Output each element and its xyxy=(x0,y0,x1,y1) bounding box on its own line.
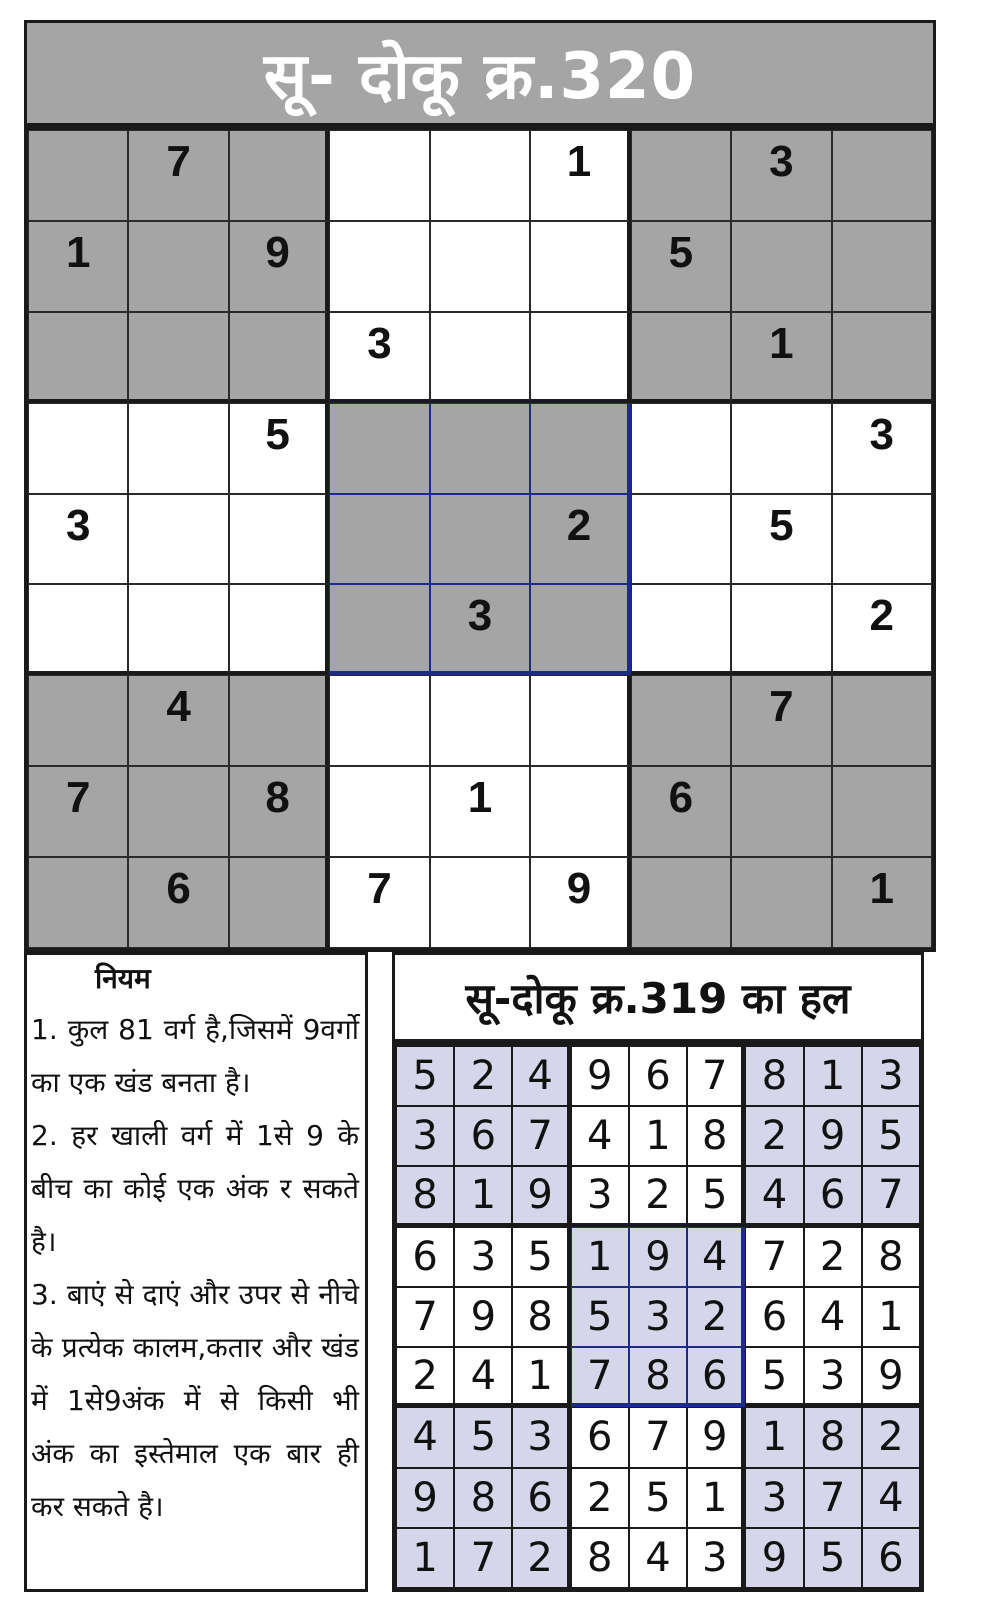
puzzle-cell-r8c5[interactable]: 1 xyxy=(430,766,530,857)
puzzle-cell-r1c7[interactable] xyxy=(631,130,731,221)
solution-cell-r4c8: 2 xyxy=(804,1227,862,1287)
puzzle-cell-r3c4[interactable]: 3 xyxy=(329,312,429,403)
solution-cell-r2c1: 3 xyxy=(396,1106,454,1166)
puzzle-cell-r2c9[interactable] xyxy=(832,221,932,312)
puzzle-cell-r6c7[interactable] xyxy=(631,584,731,675)
puzzle-cell-r5c6[interactable]: 2 xyxy=(530,494,630,585)
puzzle-cell-r5c1[interactable]: 3 xyxy=(28,494,128,585)
title-banner xyxy=(24,20,936,126)
solution-cell-r7c1: 4 xyxy=(396,1407,454,1467)
solution-cell-r4c3: 5 xyxy=(512,1227,570,1287)
puzzle-cell-r1c8[interactable]: 3 xyxy=(731,130,831,221)
puzzle-cell-r1c2[interactable]: 7 xyxy=(128,130,228,221)
puzzle-cell-r7c8[interactable]: 7 xyxy=(731,675,831,766)
puzzle-cell-r6c5[interactable]: 3 xyxy=(430,584,530,675)
solution-cell-r3c6: 5 xyxy=(687,1166,745,1226)
solution-cell-r5c7: 6 xyxy=(745,1287,803,1347)
solution-cell-r9c6: 3 xyxy=(687,1528,745,1588)
solution-cell-r2c3: 7 xyxy=(512,1106,570,1166)
rule-3: 3. बाएं से दाएं और उपर से नीचे के प्रत्येक कालम,कतार और खंड में 1से9अंक में से किसी भी अंक का इस्तेमाल एक बार ही कर सकते है। xyxy=(31,1278,359,1523)
puzzle-cell-r5c4[interactable] xyxy=(329,494,429,585)
puzzle-cell-r3c7[interactable] xyxy=(631,312,731,403)
solution-cell-r5c2: 9 xyxy=(454,1287,512,1347)
solution-cell-r8c4: 2 xyxy=(571,1468,629,1528)
sudoku-puzzle-grid xyxy=(24,126,936,952)
puzzle-cell-r4c8[interactable] xyxy=(731,403,831,494)
puzzle-cell-r1c9[interactable] xyxy=(832,130,932,221)
solution-cell-r7c3: 3 xyxy=(512,1407,570,1467)
solution-cell-r9c9: 6 xyxy=(862,1528,920,1588)
solution-cell-r2c8: 9 xyxy=(804,1106,862,1166)
solution-cell-r8c9: 4 xyxy=(862,1468,920,1528)
puzzle-cell-r7c7[interactable] xyxy=(631,675,731,766)
puzzle-cell-r7c2[interactable]: 4 xyxy=(128,675,228,766)
puzzle-cell-r5c9[interactable] xyxy=(832,494,932,585)
puzzle-cell-r1c5[interactable] xyxy=(430,130,530,221)
solution-cell-r9c7: 9 xyxy=(745,1528,803,1588)
solution-cell-r5c5: 3 xyxy=(629,1287,687,1347)
solution-header xyxy=(392,952,924,1042)
puzzle-cell-r4c3[interactable]: 5 xyxy=(229,403,329,494)
solution-cell-r3c3: 9 xyxy=(512,1166,570,1226)
solution-cell-r2c2: 6 xyxy=(454,1106,512,1166)
solution-cell-r3c1: 8 xyxy=(396,1166,454,1226)
solution-cell-r2c5: 1 xyxy=(629,1106,687,1166)
solution-cell-r9c4: 8 xyxy=(571,1528,629,1588)
solution-cell-r5c3: 8 xyxy=(512,1287,570,1347)
puzzle-cell-r8c6[interactable] xyxy=(530,766,630,857)
solution-cell-r1c9: 3 xyxy=(862,1046,920,1106)
solution-cell-r9c2: 7 xyxy=(454,1528,512,1588)
rules-box xyxy=(24,952,368,1592)
solution-cell-r8c6: 1 xyxy=(687,1468,745,1528)
solution-cell-r9c5: 4 xyxy=(629,1528,687,1588)
puzzle-cell-r8c7[interactable]: 6 xyxy=(631,766,731,857)
solution-cell-r5c8: 4 xyxy=(804,1287,862,1347)
puzzle-cell-r6c1[interactable] xyxy=(28,584,128,675)
puzzle-cell-r4c9[interactable]: 3 xyxy=(832,403,932,494)
puzzle-cell-r3c2[interactable] xyxy=(128,312,228,403)
puzzle-cell-r7c6[interactable] xyxy=(530,675,630,766)
puzzle-cell-r7c5[interactable] xyxy=(430,675,530,766)
puzzle-cell-r5c5[interactable] xyxy=(430,494,530,585)
solution-cell-r3c7: 4 xyxy=(745,1166,803,1226)
puzzle-cell-r3c5[interactable] xyxy=(430,312,530,403)
puzzle-cell-r9c8[interactable] xyxy=(731,857,831,948)
puzzle-cell-r3c1[interactable] xyxy=(28,312,128,403)
solution-cell-r2c7: 2 xyxy=(745,1106,803,1166)
solution-cell-r1c7: 8 xyxy=(745,1046,803,1106)
solution-cell-r2c6: 8 xyxy=(687,1106,745,1166)
solution-cell-r5c9: 1 xyxy=(862,1287,920,1347)
solution-cell-r7c8: 8 xyxy=(804,1407,862,1467)
puzzle-cell-r9c9[interactable]: 1 xyxy=(832,857,932,948)
puzzle-cell-r4c5[interactable] xyxy=(430,403,530,494)
puzzle-cell-r1c3[interactable] xyxy=(229,130,329,221)
solution-cell-r3c8: 6 xyxy=(804,1166,862,1226)
puzzle-cell-r7c3[interactable] xyxy=(229,675,329,766)
puzzle-cell-r2c4[interactable] xyxy=(329,221,429,312)
solution-cell-r6c2: 4 xyxy=(454,1347,512,1407)
puzzle-cell-r2c8[interactable] xyxy=(731,221,831,312)
puzzle-cell-r5c8[interactable]: 5 xyxy=(731,494,831,585)
puzzle-cell-r6c6[interactable] xyxy=(530,584,630,675)
solution-cell-r4c6: 4 xyxy=(687,1227,745,1287)
solution-cell-r8c3: 6 xyxy=(512,1468,570,1528)
puzzle-cell-r2c2[interactable] xyxy=(128,221,228,312)
solution-cell-r7c6: 9 xyxy=(687,1407,745,1467)
solution-cell-r5c1: 7 xyxy=(396,1287,454,1347)
puzzle-cell-r9c2[interactable]: 6 xyxy=(128,857,228,948)
solution-cell-r3c4: 3 xyxy=(571,1166,629,1226)
puzzle-cell-r9c3[interactable] xyxy=(229,857,329,948)
puzzle-cell-r1c1[interactable] xyxy=(28,130,128,221)
puzzle-cell-r3c3[interactable] xyxy=(229,312,329,403)
solution-cell-r6c3: 1 xyxy=(512,1347,570,1407)
puzzle-cell-r6c2[interactable] xyxy=(128,584,228,675)
solution-cell-r8c8: 7 xyxy=(804,1468,862,1528)
puzzle-cell-r8c1[interactable]: 7 xyxy=(28,766,128,857)
puzzle-cell-r9c7[interactable] xyxy=(631,857,731,948)
solution-cell-r1c6: 7 xyxy=(687,1046,745,1106)
puzzle-cell-r1c4[interactable] xyxy=(329,130,429,221)
solution-cell-r8c5: 5 xyxy=(629,1468,687,1528)
solution-cell-r3c9: 7 xyxy=(862,1166,920,1226)
puzzle-cell-r2c5[interactable] xyxy=(430,221,530,312)
puzzle-cell-r3c8[interactable]: 1 xyxy=(731,312,831,403)
puzzle-cell-r4c2[interactable] xyxy=(128,403,228,494)
solution-cell-r4c9: 8 xyxy=(862,1227,920,1287)
solution-cell-r5c4: 5 xyxy=(571,1287,629,1347)
puzzle-title: सू- दोकू क्र.320 xyxy=(263,39,697,114)
puzzle-cell-r2c7[interactable]: 5 xyxy=(631,221,731,312)
puzzle-cell-r2c3[interactable]: 9 xyxy=(229,221,329,312)
solution-cell-r7c7: 1 xyxy=(745,1407,803,1467)
solution-cell-r4c2: 3 xyxy=(454,1227,512,1287)
solution-cell-r2c9: 5 xyxy=(862,1106,920,1166)
puzzle-cell-r8c3[interactable]: 8 xyxy=(229,766,329,857)
puzzle-cell-r8c8[interactable] xyxy=(731,766,831,857)
rule-1: 1. कुल 81 वर्ग है,जिसमें 9वर्गो का एक खंड बनता है। xyxy=(31,1013,359,1099)
solution-cell-r7c2: 5 xyxy=(454,1407,512,1467)
puzzle-cell-r3c9[interactable] xyxy=(832,312,932,403)
solution-cell-r6c4: 7 xyxy=(571,1347,629,1407)
solution-cell-r1c2: 2 xyxy=(454,1046,512,1106)
puzzle-cell-r8c9[interactable] xyxy=(832,766,932,857)
solution-cell-r6c8: 3 xyxy=(804,1347,862,1407)
solution-cell-r7c4: 6 xyxy=(571,1407,629,1467)
solution-cell-r4c5: 9 xyxy=(629,1227,687,1287)
rule-2: 2. हर खाली वर्ग में 1से 9 के बीच का कोई एक अंक र सकते है। xyxy=(31,1119,359,1258)
puzzle-cell-r3c6[interactable] xyxy=(530,312,630,403)
puzzle-cell-r6c3[interactable] xyxy=(229,584,329,675)
puzzle-cell-r9c4[interactable]: 7 xyxy=(329,857,429,948)
solution-cell-r1c1: 5 xyxy=(396,1046,454,1106)
solution-cell-r6c5: 8 xyxy=(629,1347,687,1407)
solution-cell-r3c5: 2 xyxy=(629,1166,687,1226)
puzzle-cell-r5c7[interactable] xyxy=(631,494,731,585)
solution-cell-r4c4: 1 xyxy=(571,1227,629,1287)
solution-cell-r8c1: 9 xyxy=(396,1468,454,1528)
puzzle-cell-r7c1[interactable] xyxy=(28,675,128,766)
solution-cell-r9c3: 2 xyxy=(512,1528,570,1588)
puzzle-cell-r6c9[interactable]: 2 xyxy=(832,584,932,675)
puzzle-cell-r4c4[interactable] xyxy=(329,403,429,494)
solution-cell-r6c1: 2 xyxy=(396,1347,454,1407)
solution-cell-r3c2: 1 xyxy=(454,1166,512,1226)
puzzle-cell-r7c4[interactable] xyxy=(329,675,429,766)
puzzle-cell-r6c8[interactable] xyxy=(731,584,831,675)
solution-cell-r1c4: 9 xyxy=(571,1046,629,1106)
solution-cell-r1c3: 4 xyxy=(512,1046,570,1106)
rules-title: नियम xyxy=(95,962,151,995)
puzzle-cell-r5c2[interactable] xyxy=(128,494,228,585)
solution-title: सू-दोकू क्र.319 का हल xyxy=(465,973,851,1023)
solution-cell-r8c7: 3 xyxy=(745,1468,803,1528)
puzzle-cell-r2c6[interactable] xyxy=(530,221,630,312)
puzzle-cell-r7c9[interactable] xyxy=(832,675,932,766)
solution-cell-r2c4: 4 xyxy=(571,1106,629,1166)
solution-cell-r8c2: 8 xyxy=(454,1468,512,1528)
sudoku-solution-grid xyxy=(392,1042,924,1592)
solution-cell-r1c5: 6 xyxy=(629,1046,687,1106)
puzzle-cell-r9c1[interactable] xyxy=(28,857,128,948)
solution-cell-r1c8: 1 xyxy=(804,1046,862,1106)
puzzle-cell-r1c6[interactable]: 1 xyxy=(530,130,630,221)
puzzle-cell-r4c1[interactable] xyxy=(28,403,128,494)
puzzle-cell-r5c3[interactable] xyxy=(229,494,329,585)
puzzle-cell-r8c2[interactable] xyxy=(128,766,228,857)
puzzle-cell-r6c4[interactable] xyxy=(329,584,429,675)
solution-cell-r9c1: 1 xyxy=(396,1528,454,1588)
solution-cell-r6c6: 6 xyxy=(687,1347,745,1407)
puzzle-cell-r2c1[interactable]: 1 xyxy=(28,221,128,312)
solution-cell-r9c8: 5 xyxy=(804,1528,862,1588)
solution-cell-r7c9: 2 xyxy=(862,1407,920,1467)
puzzle-cell-r8c4[interactable] xyxy=(329,766,429,857)
puzzle-cell-r4c7[interactable] xyxy=(631,403,731,494)
puzzle-cell-r9c5[interactable] xyxy=(430,857,530,948)
solution-cell-r4c1: 6 xyxy=(396,1227,454,1287)
solution-cell-r7c5: 7 xyxy=(629,1407,687,1467)
puzzle-cell-r9c6[interactable]: 9 xyxy=(530,857,630,948)
solution-cell-r5c6: 2 xyxy=(687,1287,745,1347)
puzzle-cell-r4c6[interactable] xyxy=(530,403,630,494)
solution-cell-r6c9: 9 xyxy=(862,1347,920,1407)
solution-cell-r4c7: 7 xyxy=(745,1227,803,1287)
solution-cell-r6c7: 5 xyxy=(745,1347,803,1407)
